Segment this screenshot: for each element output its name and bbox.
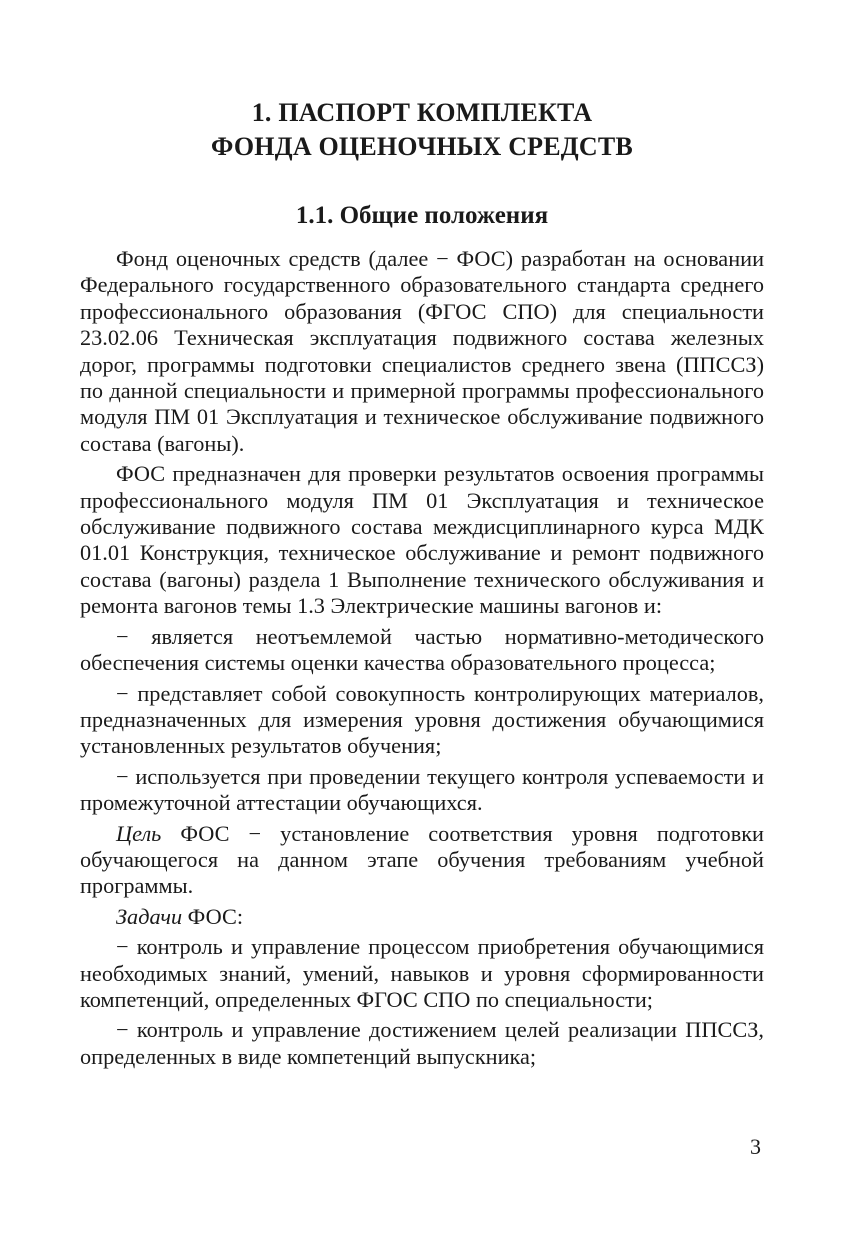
page-title: [80, 96, 764, 164]
body-text: [80, 246, 764, 1070]
list-item: − представляет собой совокупность контролирующих материалов, предназначенных для измерения уровня достижения обучающимися установленных результатов обучения;: [80, 680, 764, 759]
list-item: − является неотъемлемой частью нормативно-методического обеспечения системы оценки качества образовательного процесса;: [80, 623, 764, 676]
title-line-1: 1. ПАСПОРТ КОМПЛЕКТА: [251, 98, 593, 127]
goal-text: ФОС − установление соответствия уровня подготовки обучающегося на данном этапе обучения требованиям учебной программы.: [80, 820, 764, 899]
list-item: − контроль и управление процессом приобретения обучающимися необходимых знаний, умений, навыков и уровня сформированности компетенций, определенных ФГОС СПО по специальности;: [80, 934, 764, 1012]
page-number: 3: [750, 1134, 761, 1159]
paragraph-goal: [80, 821, 764, 900]
tasks-text: ФОС:: [182, 903, 244, 929]
document-page: [80, 96, 764, 1074]
goal-term: Цель: [116, 820, 162, 846]
paragraph-tasks: [80, 904, 764, 930]
section-title: 1.1. Общие положения: [295, 202, 549, 229]
list-item: − контроль и управление достижением целей реализации ППССЗ, определенных в виде компетенций выпускника;: [80, 1017, 764, 1069]
paragraph-fos-basis: Фонд оценочных средств (далее − ФОС) разработан на основании Федерального государственного образовательного стандарта среднего профессионального образования (ФГОС СПО) для специальности 23.02.06 Техническая эксплуатация подвижного состава железных дорог, программы подготовки специалистов среднего звена (ППССЗ) по данной специальности и примерной программы профессионального модуля ПМ 01 Эксплуатация и техническое обслуживание подвижного состава (вагоны).: [80, 246, 764, 456]
paragraph-fos-purpose: ФОС предназначен для проверки результатов освоения программы профессионального модуля ПМ 01 Эксплуатация и техническое обслуживание подвижного состава междисциплинарного курса МДК 01.01 Конструкция, техническое обслуживание и ремонт подвижного состава (вагоны) раздела 1 Выполнение технического обслуживания и ремонта вагонов темы 1.3 Электрические машины вагонов и:: [80, 461, 764, 619]
list-item: − используется при проведении текущего контроля успеваемости и промежуточной аттестации обучающихся.: [80, 763, 764, 816]
tasks-term: Задачи: [116, 903, 183, 929]
title-line-2: ФОНДА ОЦЕНОЧНЫХ СРЕДСТВ: [211, 132, 633, 161]
